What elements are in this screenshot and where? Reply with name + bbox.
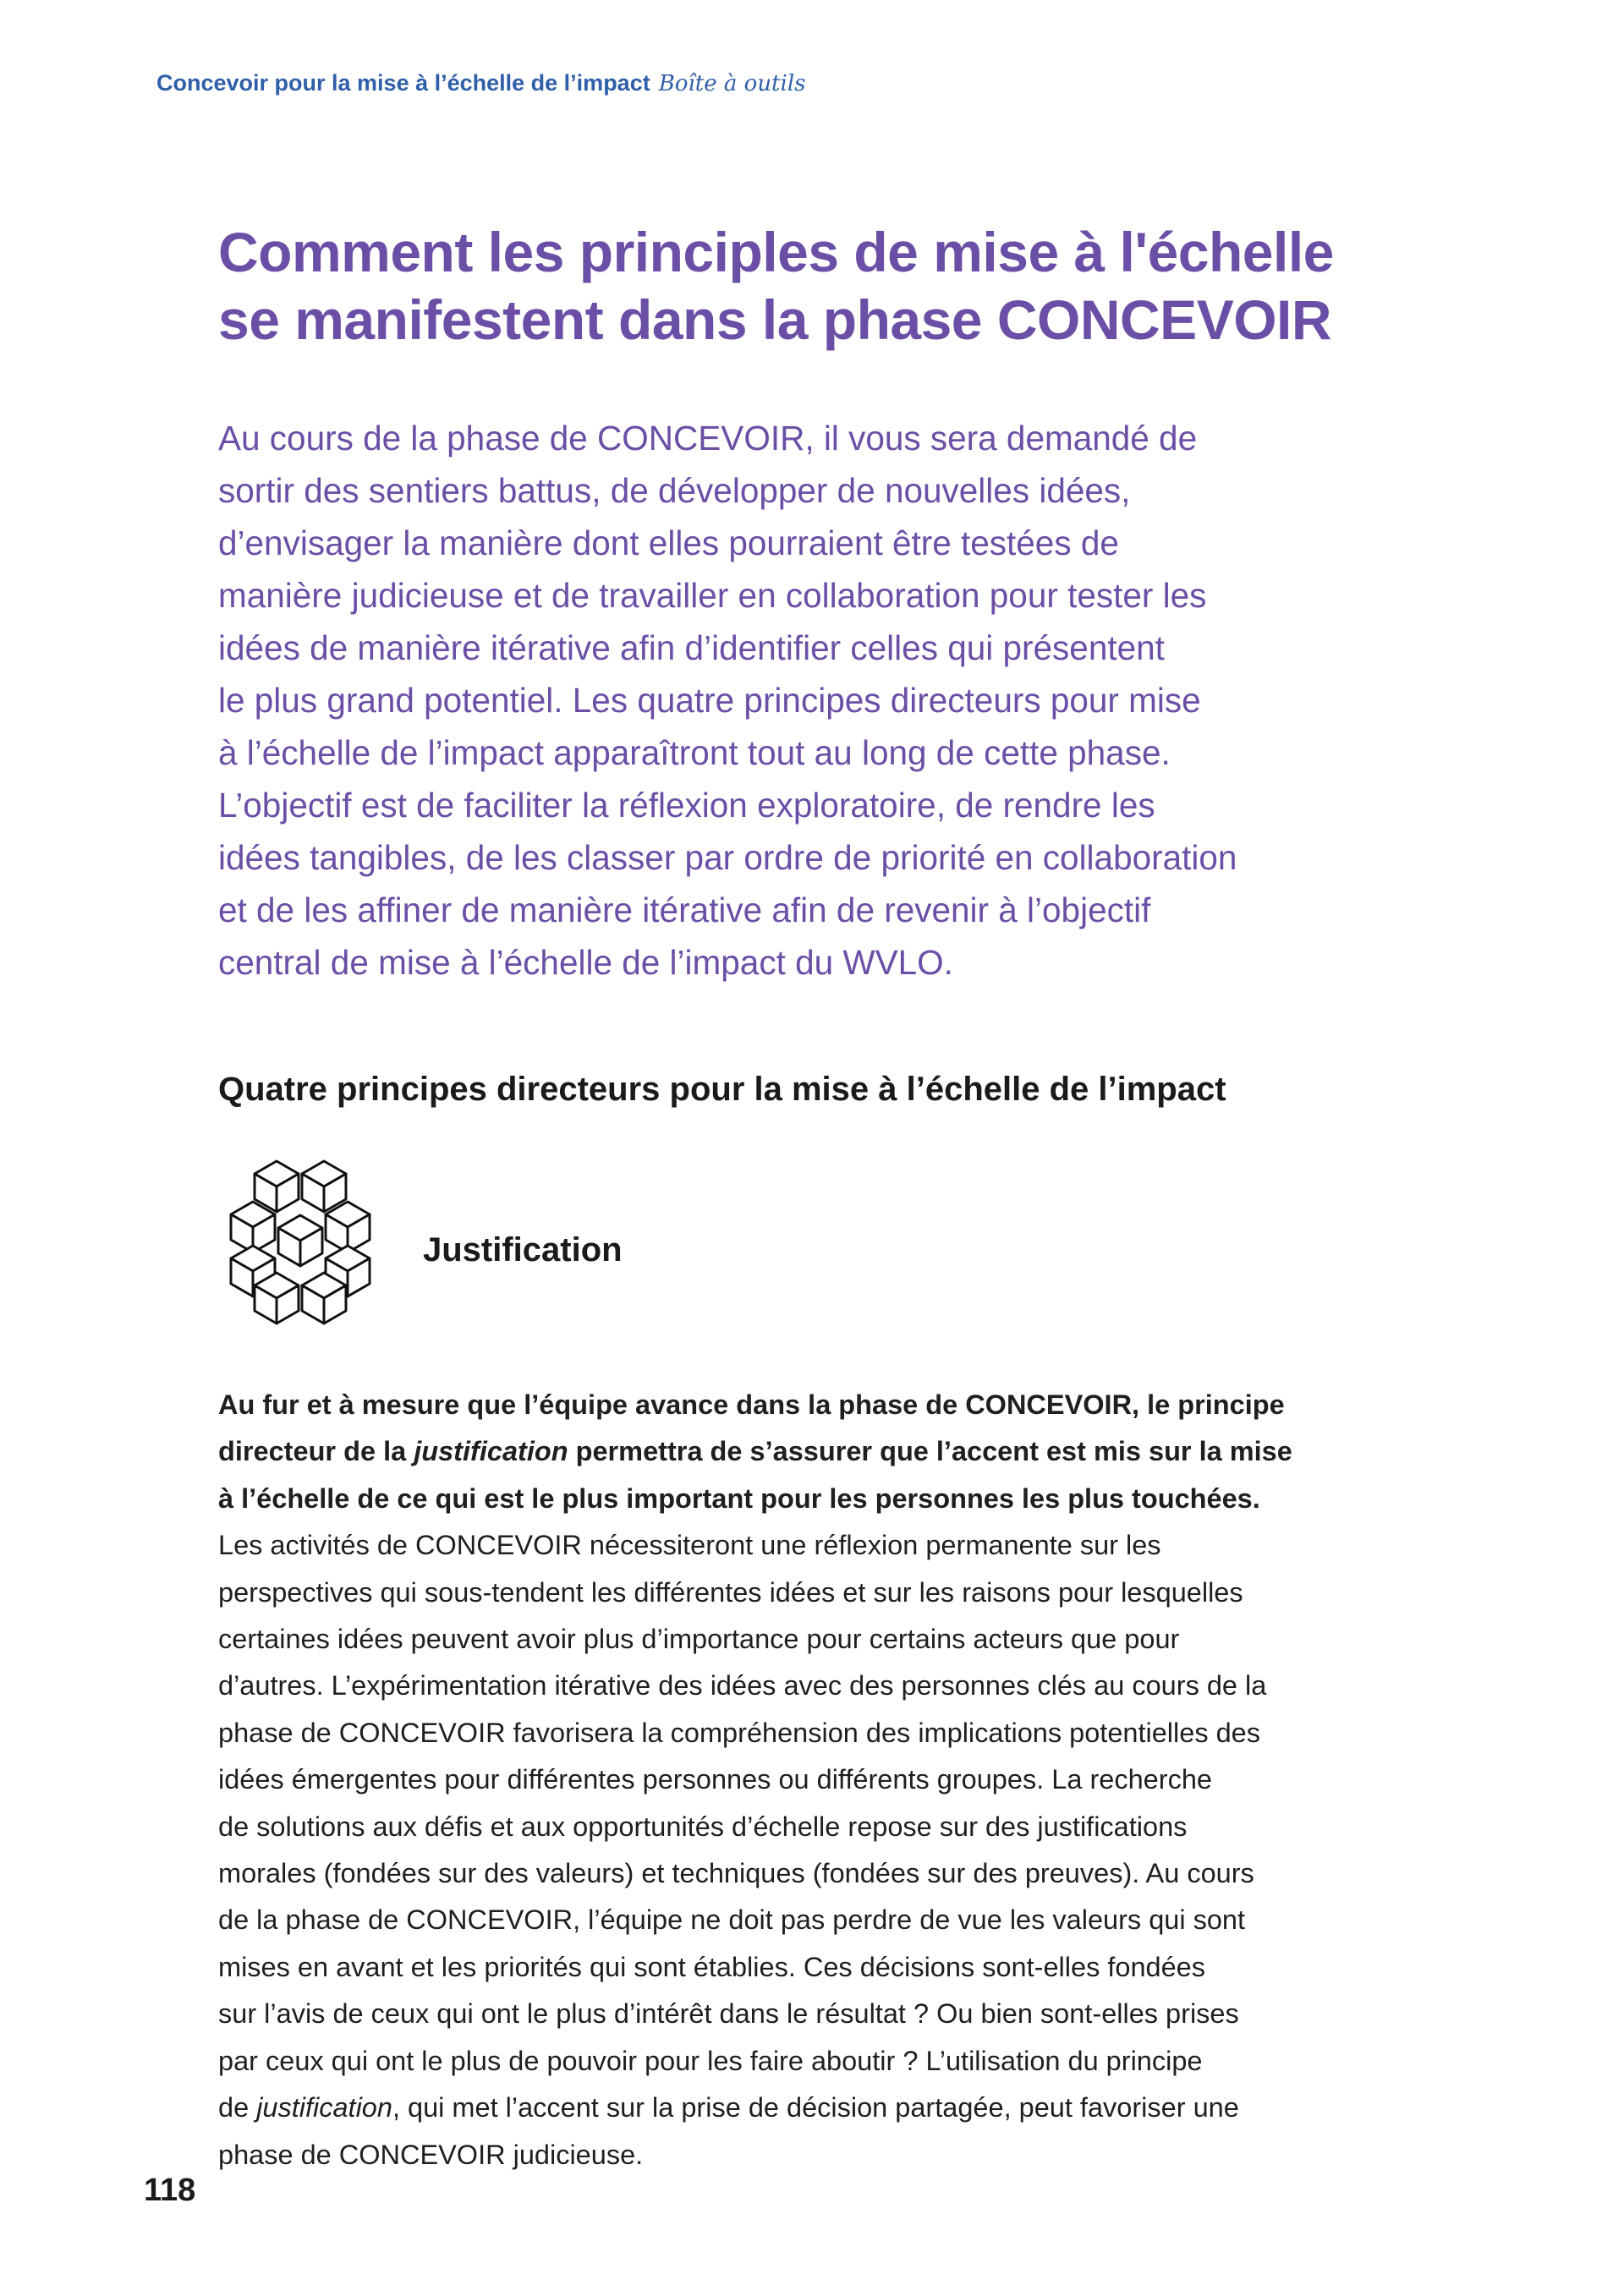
body-line: de solutions aux défis et aux opportunités d’échelle repose sur des justifications <box>218 1811 1188 1842</box>
intro-line: le plus grand potentiel. Les quatre principes directeurs pour mise <box>218 681 1201 720</box>
intro-paragraph <box>218 412 1419 989</box>
body-emphasis: justification <box>256 2092 392 2123</box>
intro-line: idées tangibles, de les classer par ordre de priorité en collaboration <box>218 838 1237 877</box>
lead-line: directeur de la <box>218 1436 414 1467</box>
lead-line: Au fur et à mesure que l’équipe avance dans la phase de CONCEVOIR, le principe <box>218 1389 1285 1420</box>
cubes-cluster-icon <box>216 1146 385 1334</box>
body-line: sur l’avis de ceux qui ont le plus d’intérêt dans le résultat ? Ou bien sont-elles prises <box>218 1998 1239 2030</box>
intro-line: idées de manière itérative afin d’identifier celles qui présentent <box>218 628 1165 667</box>
lead-line: permettra de s’assurer que l’accent est mis sur la mise <box>568 1436 1292 1467</box>
body-line: phase de CONCEVOIR favorisera la compréhension des implications potentielles des <box>218 1717 1261 1748</box>
body-line: par ceux qui ont le plus de pouvoir pour les faire aboutir ? L’utilisation du principe <box>218 2045 1203 2076</box>
body-line: morales (fondées sur des valeurs) et techniques (fondées sur des preuves). Au cours <box>218 1858 1254 1889</box>
intro-line: sortir des sentiers battus, de développer de nouvelles idées, <box>218 471 1131 510</box>
intro-line: L’objectif est de faciliter la réflexion exploratoire, de rendre les <box>218 786 1155 825</box>
running-header <box>156 68 805 99</box>
principle-name: Justification <box>423 1231 623 1269</box>
body-line: perspectives qui sous-tendent les différentes idées et sur les raisons pour lesquelles <box>218 1576 1243 1608</box>
principle-lead <box>218 1389 1292 1514</box>
header-section-title: Concevoir pour la mise à l’échelle de l’impact <box>156 70 650 96</box>
intro-line: Au cours de la phase de CONCEVOIR, il vous sera demandé de <box>218 419 1198 458</box>
body-line: de <box>218 2092 257 2123</box>
body-line: mises en avant et les priorités qui sont établies. Ces décisions sont-elles fondées <box>218 1951 1206 1982</box>
body-line: certaines idées peuvent avoir plus d’importance pour certains acteurs que pour <box>218 1624 1180 1655</box>
intro-line: et de les affiner de manière itérative afin de revenir à l’objectif <box>218 890 1151 929</box>
intro-line: central de mise à l’échelle de l’impact du WVLO. <box>218 943 953 982</box>
page-title-line-1: Comment les principles de mise à l'échelle <box>218 221 1334 283</box>
body-line: d’autres. L’expérimentation itérative des idées avec des personnes clés au cours de la <box>218 1670 1267 1701</box>
intro-line: manière judicieuse et de travailler en collaboration pour tester les <box>218 576 1207 615</box>
page-number: 118 <box>144 2173 196 2208</box>
page-title <box>218 218 1487 353</box>
header-series-label: Boîte à outils <box>658 71 806 96</box>
body-line: phase de CONCEVOIR judicieuse. <box>218 2139 644 2170</box>
body-line: , qui met l’accent sur la prise de décision partagée, peut favoriser une <box>392 2092 1239 2123</box>
lead-emphasis: justification <box>414 1436 568 1467</box>
body-line: Les activités de CONCEVOIR nécessiteront une réflexion permanente sur les <box>218 1530 1161 1561</box>
intro-line: à l’échelle de l’impact apparaîtront tout au long de cette phase. <box>218 733 1171 772</box>
principle-body <box>218 1382 1402 2178</box>
body-line: de la phase de CONCEVOIR, l’équipe ne doit pas perdre de vue les valeurs qui sont <box>218 1904 1246 1936</box>
body-line: idées émergentes pour différentes personnes ou différents groupes. La recherche <box>218 1764 1212 1795</box>
intro-line: d’envisager la manière dont elles pourraient être testées de <box>218 523 1119 562</box>
principles-heading: Quatre principes directeurs pour la mise à l’échelle de l’impact <box>218 1071 1226 1108</box>
page-title-line-2: se manifestent dans la phase CONCEVOIR <box>218 288 1332 351</box>
lead-line: à l’échelle de ce qui est le plus important pour les personnes les plus touchées. <box>218 1482 1260 1514</box>
